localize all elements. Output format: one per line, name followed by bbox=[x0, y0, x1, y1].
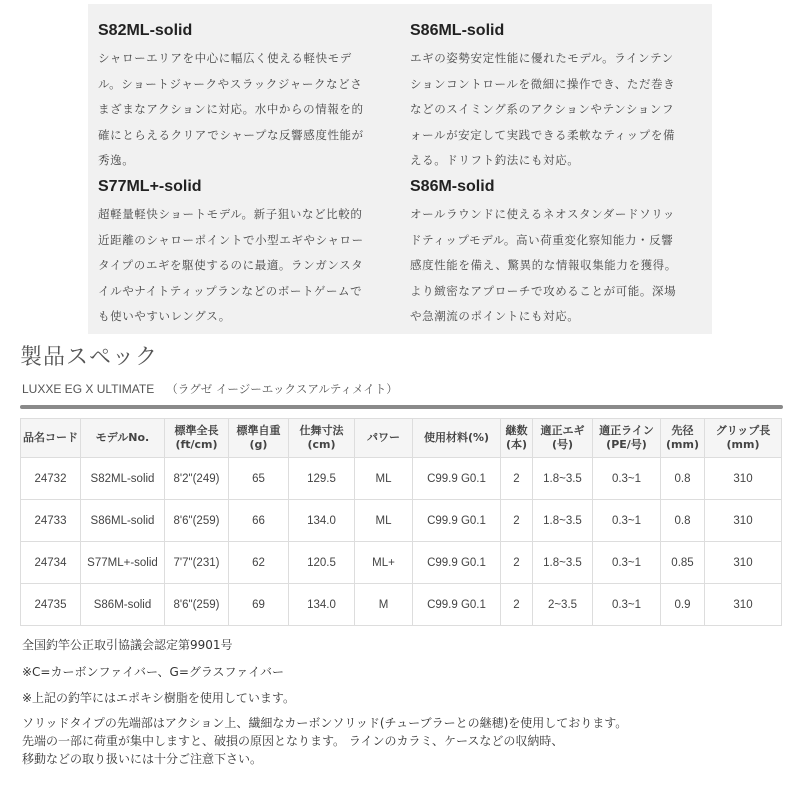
spec-header-cell: 使用材料(%) bbox=[413, 419, 501, 458]
model-card-s82ml bbox=[98, 20, 388, 174]
table-cell: 1.8~3.5 bbox=[533, 500, 593, 542]
spec-header-cell: 標準全長 (ft/cm) bbox=[165, 419, 229, 458]
table-cell: S86ML-solid bbox=[81, 500, 165, 542]
table-cell: 7'7"(231) bbox=[165, 542, 229, 584]
spec-header-cell: モデルNo. bbox=[81, 419, 165, 458]
table-cell: 310 bbox=[705, 458, 782, 500]
table-row bbox=[21, 584, 782, 626]
table-cell: 8'6"(259) bbox=[165, 584, 229, 626]
spec-header-cell: パワー bbox=[355, 419, 413, 458]
product-name-kana: （ラグゼ イージーエックスアルティメイト） bbox=[166, 382, 398, 396]
table-cell: 2 bbox=[501, 500, 533, 542]
table-cell: 0.9 bbox=[661, 584, 705, 626]
table-cell: 24735 bbox=[21, 584, 81, 626]
table-cell: 2 bbox=[501, 584, 533, 626]
model-card-s86m bbox=[410, 176, 700, 330]
table-row bbox=[21, 542, 782, 584]
section-divider bbox=[20, 405, 783, 409]
model-name: S77ML+-solid bbox=[98, 178, 202, 195]
table-cell: 0.3~1 bbox=[593, 584, 661, 626]
table-cell: S77ML+-solid bbox=[81, 542, 165, 584]
table-cell: S86M-solid bbox=[81, 584, 165, 626]
spec-table bbox=[20, 418, 782, 626]
table-cell: 2~3.5 bbox=[533, 584, 593, 626]
table-cell: 310 bbox=[705, 542, 782, 584]
table-cell: 1.8~3.5 bbox=[533, 542, 593, 584]
table-cell: 24734 bbox=[21, 542, 81, 584]
table-cell: C99.9 G0.1 bbox=[413, 458, 501, 500]
table-cell: 24733 bbox=[21, 500, 81, 542]
table-cell: 310 bbox=[705, 500, 782, 542]
table-cell: 2 bbox=[501, 458, 533, 500]
model-card-s77ml-plus bbox=[98, 176, 388, 330]
table-cell: 1.8~3.5 bbox=[533, 458, 593, 500]
spec-header-cell: 適正ライン (PE/号) bbox=[593, 419, 661, 458]
spec-header-cell: 継数 (本) bbox=[501, 419, 533, 458]
spec-header-cell: 先径 (mm) bbox=[661, 419, 705, 458]
model-description: シャローエリアを中心に幅広く使える軽快モデ ル。ショートジャークやスラックジャークなどさ まざまなアクションに対応。水中からの情報を的 確にとらえるクリアでシャープな反響感度性能が 秀逸。 bbox=[98, 51, 364, 168]
table-cell: 0.8 bbox=[661, 458, 705, 500]
product-name bbox=[22, 381, 398, 397]
spec-header-cell: 標準自重 (g) bbox=[229, 419, 289, 458]
product-name-en: LUXXE EG X ULTIMATE bbox=[22, 382, 155, 396]
caution-note: ソリッドタイプの先端部はアクション上、繊細なカーボンソリッド(チューブラーとの継穂)を使用しております。 先端の一部に荷重が集中しますと、破損の原因となります。 ラインのカラミ、ケースなどの収納時、 移動などの取り扱いには十分ご注意下さい。 bbox=[22, 716, 628, 766]
table-cell: 0.3~1 bbox=[593, 542, 661, 584]
table-cell: S82ML-solid bbox=[81, 458, 165, 500]
model-descriptions bbox=[88, 4, 712, 334]
spec-header-cell: 仕舞寸法 (cm) bbox=[289, 419, 355, 458]
table-cell: C99.9 G0.1 bbox=[413, 542, 501, 584]
table-cell: 0.8 bbox=[661, 500, 705, 542]
table-cell: 2 bbox=[501, 542, 533, 584]
table-cell: C99.9 G0.1 bbox=[413, 500, 501, 542]
table-cell: 8'2"(249) bbox=[165, 458, 229, 500]
table-row bbox=[21, 500, 782, 542]
model-card-s86ml bbox=[410, 20, 700, 174]
table-cell: 129.5 bbox=[289, 458, 355, 500]
table-cell: 65 bbox=[229, 458, 289, 500]
model-description: オールラウンドに使えるネオスタンダードソリッ ドティップモデル。高い荷重変化察知能力・反響 感度性能を備え、驚異的な情報収集能力を獲得。 より緻密なアプローチで攻めることが可能。深場 や急潮流のポイントにも対応。 bbox=[410, 207, 677, 324]
table-row bbox=[21, 458, 782, 500]
spec-header-cell: 品名コード bbox=[21, 419, 81, 458]
table-cell: 69 bbox=[229, 584, 289, 626]
table-cell: 0.3~1 bbox=[593, 458, 661, 500]
table-cell: 0.85 bbox=[661, 542, 705, 584]
spec-header-cell: 適正エギ (号) bbox=[533, 419, 593, 458]
spec-title: 製品スペック bbox=[20, 345, 159, 370]
table-cell: 134.0 bbox=[289, 500, 355, 542]
certification-note: 全国釣竿公正取引協議会認定第9901号 bbox=[22, 638, 233, 652]
table-cell: ML+ bbox=[355, 542, 413, 584]
table-cell: 24732 bbox=[21, 458, 81, 500]
table-cell: 66 bbox=[229, 500, 289, 542]
table-cell: 8'6"(259) bbox=[165, 500, 229, 542]
table-cell: 62 bbox=[229, 542, 289, 584]
model-name: S86ML-solid bbox=[410, 22, 505, 39]
table-cell: ML bbox=[355, 458, 413, 500]
spec-header-cell: グリップ長 (mm) bbox=[705, 419, 782, 458]
table-cell: 310 bbox=[705, 584, 782, 626]
epoxy-note: ※上記の釣竿にはエポキシ樹脂を使用しています。 bbox=[22, 691, 295, 705]
model-description: エギの姿勢安定性能に優れたモデル。ラインテン ションコントロールを微細に操作でき、ただ巻き などのスイミング系のアクションやテンションフ ォールが安定して実践できる柔軟なティップを備 える。ドリフト釣法にも対応。 bbox=[410, 51, 676, 168]
table-cell: 0.3~1 bbox=[593, 500, 661, 542]
model-description: 超軽量軽快ショートモデル。新子狙いなど比較的 近距離のシャローポイントで小型エギやシャロー タイプのエギを駆使するのに最適。ランガンスタ イルやナイトティップランなどのボートゲームで も使いやすいレングス。 bbox=[98, 207, 364, 324]
material-note: ※C=カーボンファイバー、G=グラスファイバー bbox=[22, 665, 285, 679]
table-cell: C99.9 G0.1 bbox=[413, 584, 501, 626]
table-cell: 120.5 bbox=[289, 542, 355, 584]
table-cell: 134.0 bbox=[289, 584, 355, 626]
table-cell: ML bbox=[355, 500, 413, 542]
spec-header-row bbox=[21, 419, 782, 458]
model-name: S82ML-solid bbox=[98, 22, 193, 39]
model-name: S86M-solid bbox=[410, 178, 495, 195]
table-cell: M bbox=[355, 584, 413, 626]
